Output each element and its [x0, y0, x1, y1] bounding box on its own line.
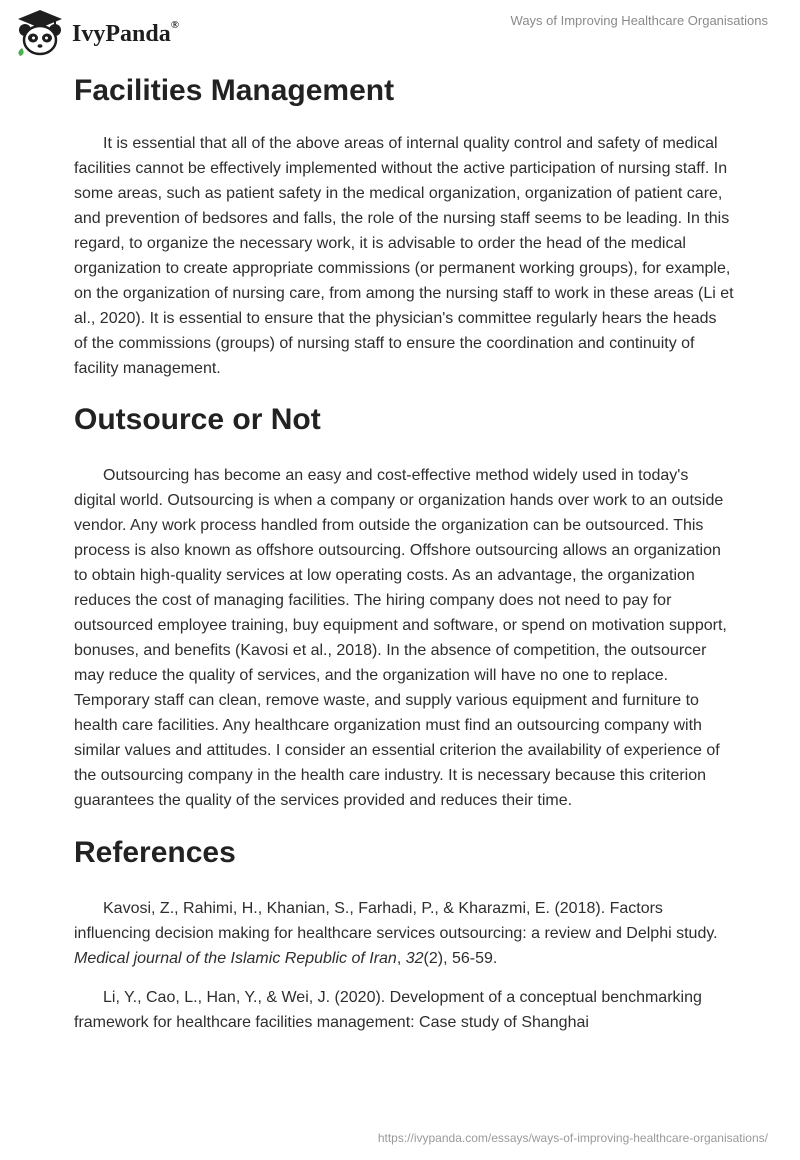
paragraph: It is essential that all of the above areas of internal quality control and safety of medical facilities cannot be effectively implemented without the active participation of nursing staff. In some areas, such as patient safety in the medical organization, organization of patient care, and prevention of bedsores and falls, the role of the nursing staff seems to be leading. In this regard, to organize the necessary work, it is advisable to order the head of the medical organization to create appropriate commissions (or permanent working groups), for example, on the organization of nursing care, from among the nursing staff to work in these areas (Li et al., 2020). It is essential to ensure that the physician's committee regularly hears the heads of the commissions (groups) of nursing staff to ensure the coordination and continuity of facility management.	[74, 135, 734, 377]
section-heading: References	[74, 836, 236, 869]
panda-graduate-icon	[14, 8, 66, 56]
document-title: Ways of Improving Healthcare Organisations	[510, 13, 768, 28]
brand-name: IvyPanda®	[72, 18, 179, 47]
source-url[interactable]: https://ivypanda.com/essays/ways-of-improving-healthcare-organisations/	[377, 1131, 768, 1145]
section-heading: Outsource or Not	[74, 403, 321, 436]
reference-item: Kavosi, Z., Rahimi, H., Khanian, S., Farhadi, P., & Kharazmi, E. (2018). Factors influencing decision making for healthcare services outsourcing: a review and Delphi study. Medical journal of the Islamic Republic of Iran, 32(2), 56-59.	[74, 900, 718, 967]
section-heading: Facilities Management	[74, 74, 395, 107]
paragraph: Outsourcing has become an easy and cost-effective method widely used in today's digital world. Outsourcing is when a company or organization hands over work to an outside vendor. Any work process handled from outside the organization can be outsourced. This process is also known as offshore outsourcing. Offshore outsourcing allows an organization to obtain high-quality services at low operating costs. As an advantage, the organization reduces the cost of managing facilities. The hiring company does not need to pay for outsourced employee training, buy equipment and software, or spend on motivation support, bonuses, and benefits (Kavosi et al., 2018). In the absence of competition, the outsourcer may reduce the quality of services, and the organization will have no one to replace. Temporary staff can clean, remove waste, and supply various equipment and furniture to health care facilities. Any healthcare organization must find an outsourcing company with similar values and attitudes. I consider an essential criterion the availability of experience of the outsourcing company in the health care industry. It is necessary because this criterion guarantees the quality of the services provided and reduces their time.	[74, 467, 727, 809]
section-facilities-management	[74, 74, 734, 381]
page-header	[0, 0, 800, 70]
section-outsource-or-not	[74, 403, 734, 813]
reference-item: Li, Y., Cao, L., Han, Y., & Wei, J. (2020). Development of a conceptual benchmarking framework for healthcare facilities management: Case study of Shanghai	[74, 989, 702, 1031]
ivypanda-logo[interactable]	[14, 8, 179, 56]
document-body	[74, 74, 734, 1049]
section-references	[74, 836, 734, 1035]
